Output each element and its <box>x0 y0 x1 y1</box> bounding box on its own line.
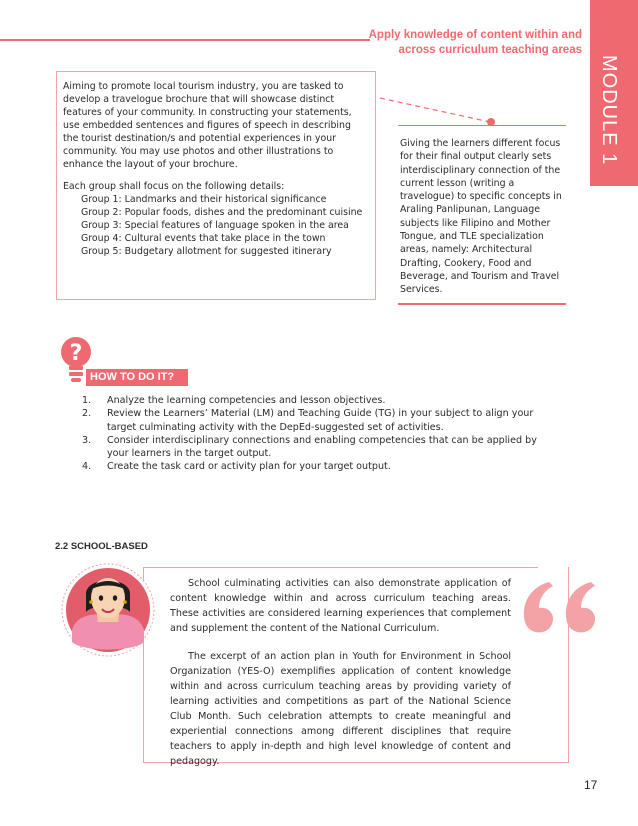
step-text: Analyze the learning competencies and lesson objectives. <box>107 395 386 406</box>
header-title-line1: Apply knowledge of content within and <box>368 29 582 41</box>
group-item: Group 2: Popular foods, dishes and the predominant cuisine <box>81 207 363 218</box>
group-item: Group 1: Landmarks and their historical significance <box>81 194 327 205</box>
quote-box-top-rule <box>143 567 538 568</box>
list-item <box>82 460 552 473</box>
step-text: Consider interdisciplinary connections and enabling competencies that can be applied by your learners in the target output. <box>107 434 537 460</box>
groups-intro: Each group shall focus on the following details: <box>63 181 285 192</box>
header-rule <box>0 39 370 41</box>
task-paragraph: Aiming to promote local tourism industry, you are tasked to develop a travelogue brochure that will showcase distinct features of your community. In constructing your statements, use embedded sentences and figures of speech in describing the tourist destination/s and potential experiences in your community. You may use photos and other illustrations to enhance the layout of your brochure. <box>63 81 352 170</box>
quote-text <box>170 576 511 782</box>
page-number: 17 <box>584 778 598 792</box>
quote-paragraph: The excerpt of an action plan in Youth for Environment in School Organization (YES-O) exemplifies application of content knowledge within and across curriculum teaching areas by providing variety of learning activities and competitions as part of the National Science Club Month. Such celebration attempts to create meaningful and experiential connections among different disciplines that require teachers to apply in-depth and high level knowledge of content and pedagogy. <box>170 651 511 767</box>
group-item: Group 4: Cultural events that take place in the town <box>81 233 326 244</box>
step-text: Create the task card or activity plan for your target output. <box>107 461 391 473</box>
svg-text:?: ? <box>69 341 83 366</box>
step-number: 2. <box>82 408 92 420</box>
quote-mark-icon <box>519 578 595 640</box>
step-text: Review the Learners’ Material (LM) and Teaching Guide (TG) in your subject to align your target culminating activity with the DepEd-suggested set of activities. <box>107 408 534 433</box>
module-tab-label: MODULE 1 <box>598 55 620 166</box>
header-title <box>342 28 582 58</box>
group-item: Group 3: Special features of language spoken in the area <box>81 220 349 231</box>
side-note: Giving the learners different focus for their final output clearly sets interdisciplinary connection of the current lesson (writing a travelogue) to specific concepts in Araling Panlipunan, Language subjects like Filipino and Mother Tongue, and TLE specialization areas, namely: Architectural Drafting, Cookery, Food and Beverage, and Tourism and Travel Services. <box>398 125 566 305</box>
teacher-avatar-icon <box>58 560 158 660</box>
header-title-line2: across curriculum teaching areas <box>398 44 582 56</box>
section-heading: 2.2 SCHOOL-BASED <box>55 541 148 552</box>
step-number: 3. <box>82 434 92 446</box>
howto-steps <box>82 394 552 474</box>
list-item <box>82 434 552 461</box>
list-item <box>82 394 552 407</box>
step-number: 1. <box>82 395 92 406</box>
group-list <box>63 180 369 258</box>
dashed-connector <box>378 96 496 126</box>
list-item <box>82 407 552 434</box>
group-item: Group 5: Budgetary allotment for suggested itinerary <box>81 246 332 257</box>
howto-label: HOW TO DO IT? <box>90 371 175 383</box>
step-number: 4. <box>82 461 92 473</box>
quote-paragraph: School culminating activities can also demonstrate application of content knowledge within and across curriculum teaching areas. These activities are considered learning experiences that complement and supplement the content of the National Curriculum. <box>170 578 511 634</box>
module-tab <box>590 0 638 186</box>
task-card <box>56 71 376 300</box>
